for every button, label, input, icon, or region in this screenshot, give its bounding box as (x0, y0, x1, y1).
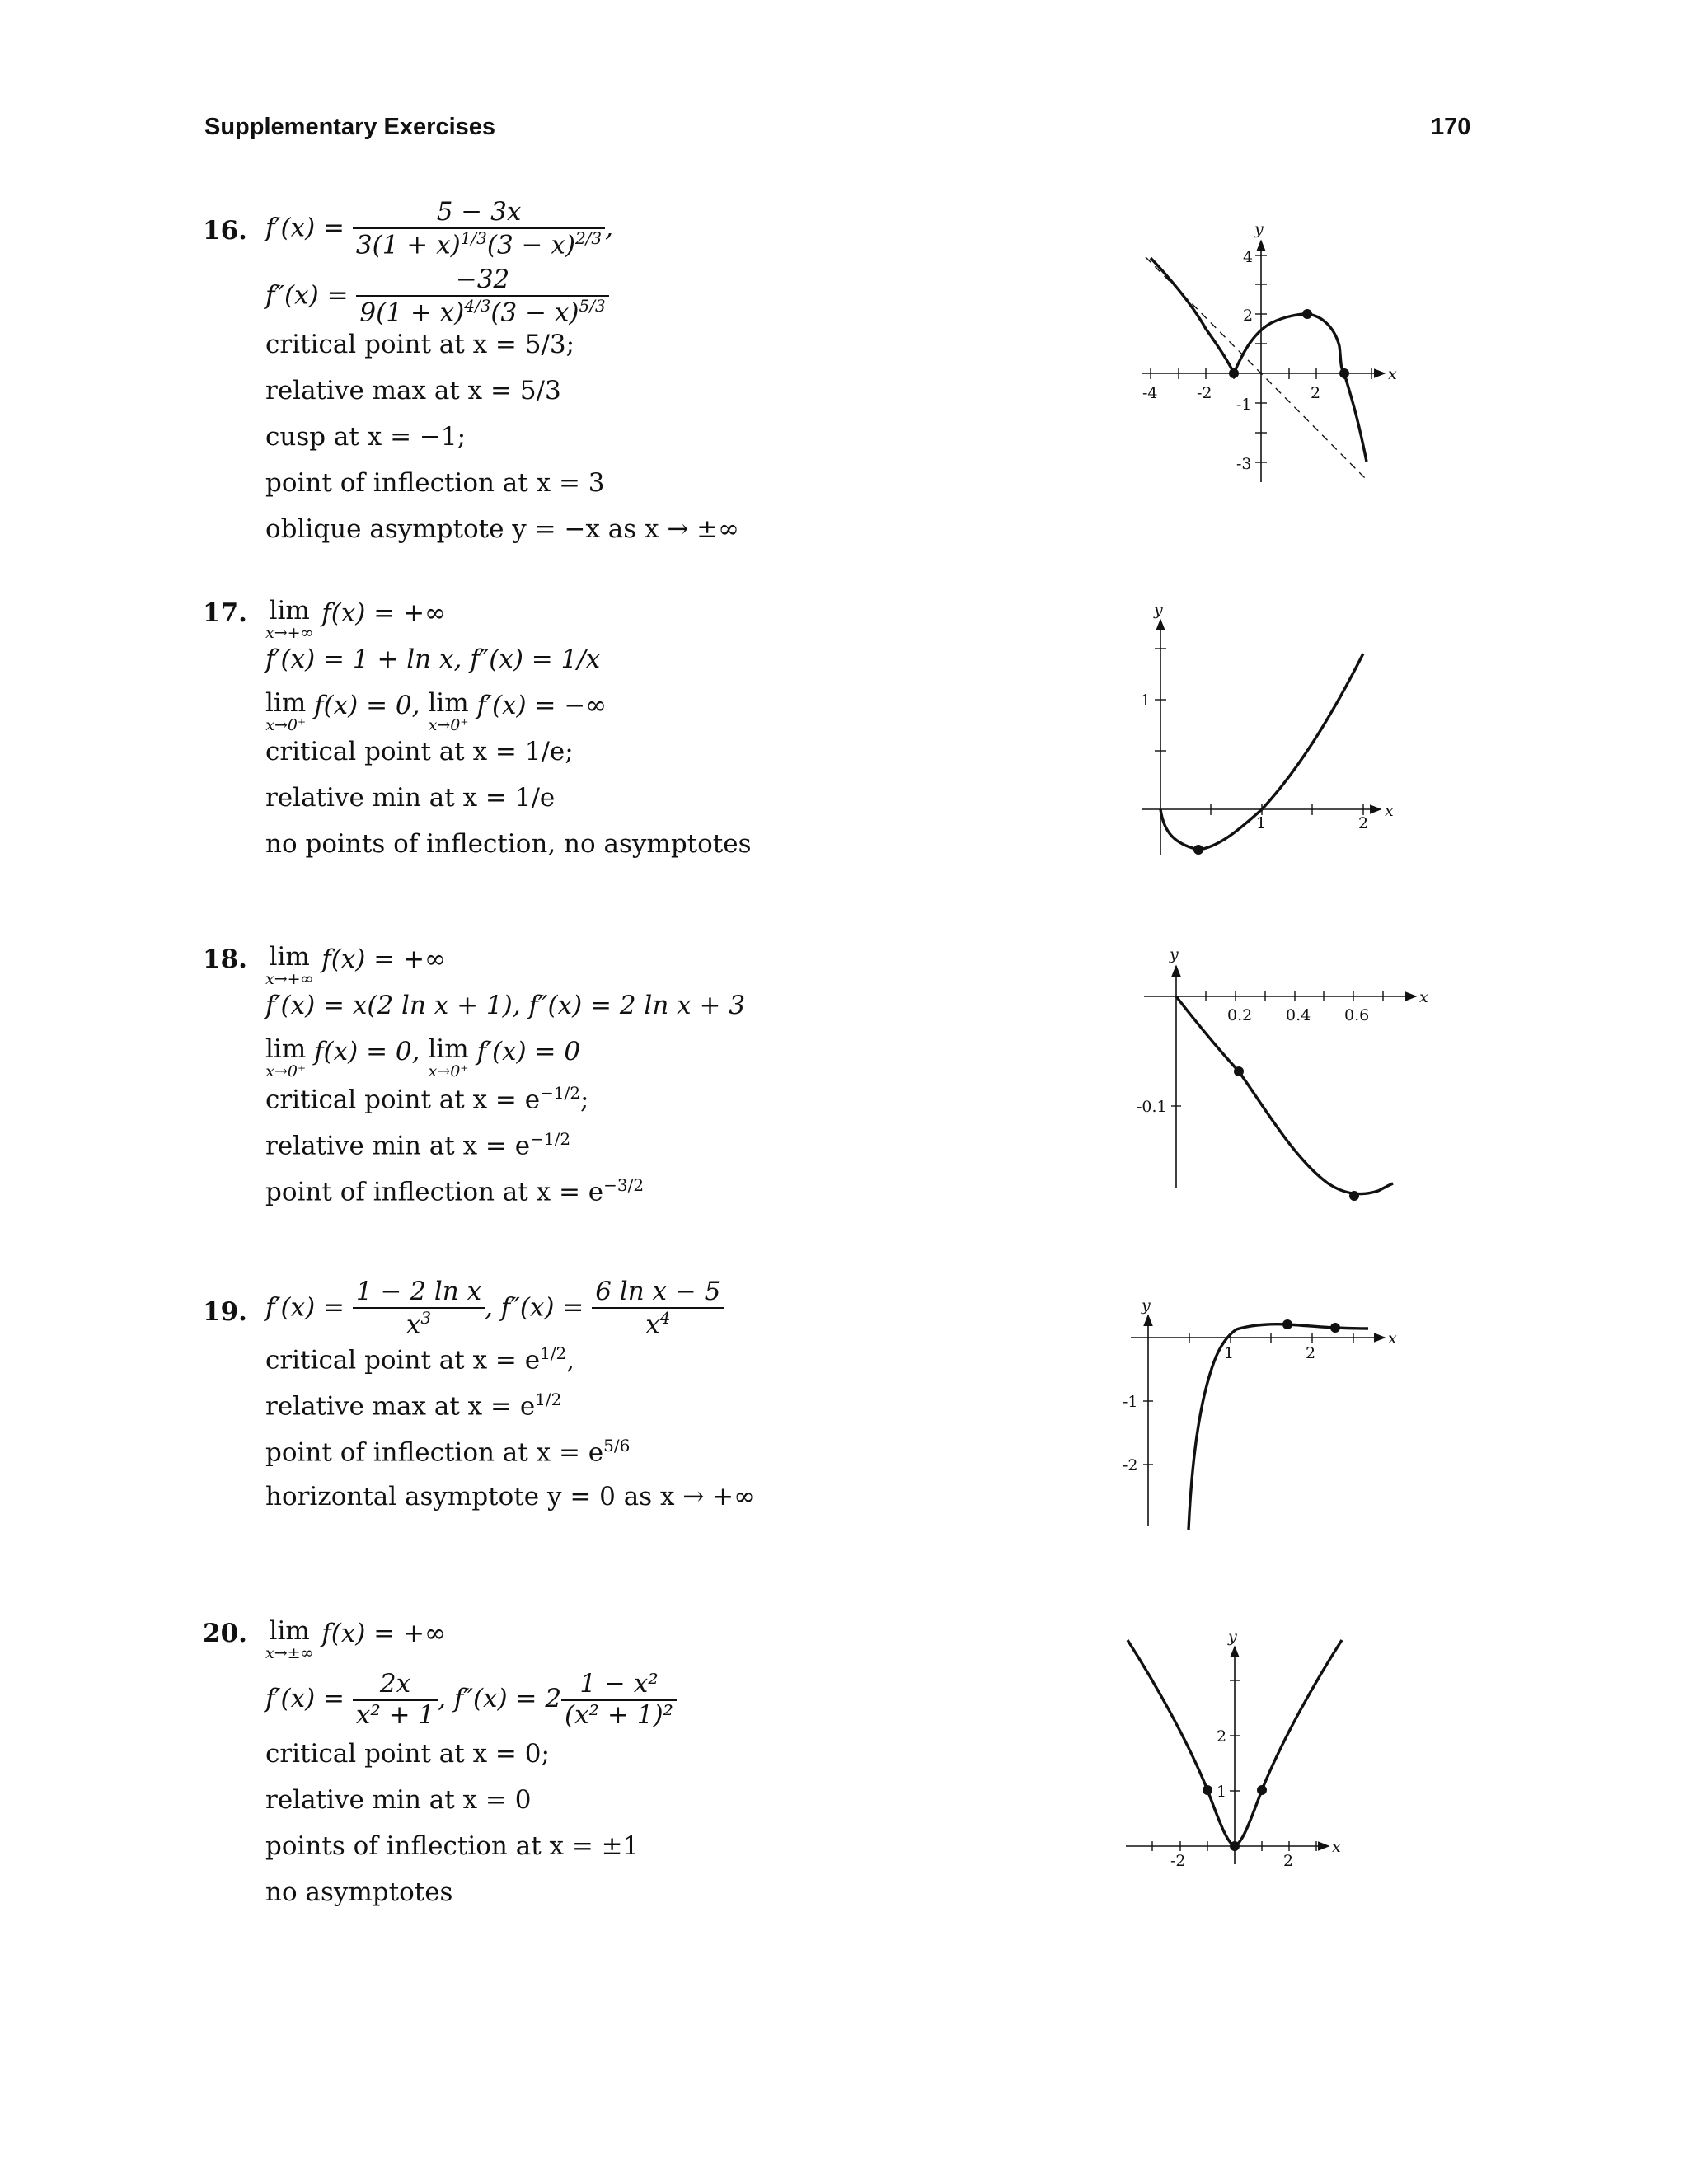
graph19-xtick: 1 (1224, 1344, 1235, 1362)
graph17-x-label: x (1385, 802, 1394, 820)
graph16-y-label: y (1254, 220, 1264, 238)
note: relative max at x = 5/3 (265, 376, 561, 405)
graph18-x-label: x (1419, 988, 1428, 1006)
note: point of inflection at $x = e^{-3/2}$ (265, 1175, 645, 1207)
graph16-xtick: -2 (1197, 384, 1212, 402)
fdoubleprime-lhs: f″(x) = (265, 280, 357, 311)
limits-at-zero: lim x→0⁺ f(x) = 0, lim x→0⁺ f′(x) = −∞ (265, 688, 607, 734)
graph16-ytick: 2 (1243, 307, 1254, 325)
fdoubleprime-numerator: −32 (455, 265, 510, 294)
fprime-fraction: $\frac{2x}{\text{x² + 1}}$ (353, 1670, 438, 1730)
graph19-y-label: y (1142, 1296, 1151, 1315)
note: no points of inflection, no asymptotes (265, 829, 752, 859)
graph-18 (1144, 966, 1416, 1201)
graph20-y-label: y (1228, 1628, 1237, 1646)
note: oblique asymptote y = −x as x → ±∞ (265, 514, 739, 544)
fprime-denominator: $3(1 + x)^{1/3}(3 - x)^{2/3}$ (353, 227, 605, 260)
graph18-xtick: 0.6 (1344, 1006, 1370, 1024)
note: point of inflection at $x = e^{5/6}$ (265, 1436, 631, 1468)
graph20-x-label: x (1332, 1838, 1341, 1856)
key-points (1234, 1066, 1359, 1201)
page-header-title: Supplementary Exercises (204, 114, 496, 140)
graph16-xtick: 2 (1311, 384, 1321, 402)
note: point of inflection at x = 3 (265, 468, 605, 498)
note: relative max at $x = e^{1/2}$ (265, 1390, 562, 1422)
exercise-number: 20. (203, 1619, 247, 1648)
graph17-xtick: 2 (1358, 814, 1369, 832)
first-derivative: f′(x) = $\frac{5 - 3x}{3(1 + x)^{1/3}(3 - x)^{2/3}}$ , (265, 197, 613, 260)
page-number: 170 (1431, 114, 1471, 140)
note: critical point at x = 1/e; (265, 737, 574, 766)
note: relative min at $x = e^{-1/2}$ (265, 1129, 571, 1161)
note: critical point at $x = e^{1/2}$, (265, 1343, 575, 1376)
graph-20 (1126, 1640, 1342, 1864)
derivatives: f′(x) = $\frac{2x}{\text{x² + 1}}$ , f″(x) = 2 $\frac{\text{1 − x²}}{\text{(x² + 1)²}}$ (265, 1670, 677, 1730)
graph18-y-label: y (1170, 945, 1179, 963)
limit-at-infinity: lim x→+∞ f(x) = +∞ (265, 942, 446, 988)
lim-operator: lim (269, 596, 310, 626)
graph19-x-label: x (1388, 1329, 1397, 1347)
graph20-xtick: 2 (1283, 1852, 1294, 1870)
graph16-xtick: -4 (1142, 384, 1158, 402)
graph17-ytick: 1 (1141, 691, 1151, 710)
note: no asymptotes (265, 1877, 453, 1907)
curve (1189, 1324, 1368, 1530)
exercise-number: 17. (203, 598, 247, 628)
fprime-numerator: 5 − 3x (436, 197, 522, 227)
axis-ticks (1143, 1333, 1353, 1465)
graph16-ytick: -3 (1236, 455, 1252, 473)
note: horizontal asymptote y = 0 as x → +∞ (265, 1482, 755, 1511)
curve (1176, 996, 1393, 1194)
graph16-x-label: x (1388, 365, 1397, 383)
note: relative min at x = 1/e (265, 783, 556, 813)
graph19-ytick: -1 (1123, 1393, 1138, 1411)
fdoubleprime-fraction: $\frac{\text{1 − x²}}{\text{(x² + 1)²}}$ (561, 1670, 677, 1730)
graph-19 (1131, 1315, 1385, 1530)
derivatives: f′(x) = $\frac{\text{1 − 2 ln x}}{x^3}$ , f″(x) = $\frac{\text{6 ln x − 5}}{x^4}$ (265, 1277, 724, 1340)
graph19-ytick: -2 (1123, 1456, 1138, 1474)
derivatives: f′(x) = 1 + ln x, f″(x) = 1/x (265, 644, 601, 674)
note: critical point at $x = e^{-1/2}$; (265, 1083, 589, 1115)
limits-at-zero: lim x→0⁺ f(x) = 0, lim x→0⁺ f′(x) = 0 (265, 1034, 581, 1080)
graph17-y-label: y (1154, 601, 1163, 619)
derivatives: f′(x) = x(2 ln x + 1), f″(x) = 2 ln x + 3 (265, 991, 746, 1020)
note: relative min at x = 0 (265, 1785, 532, 1815)
graph18-ytick: -0.1 (1137, 1098, 1167, 1116)
note: critical point at x = 5/3; (265, 330, 575, 359)
exercise-number: 18. (203, 944, 247, 974)
graph18-xtick: 0.2 (1227, 1006, 1253, 1024)
graph20-ytick: 1 (1217, 1783, 1227, 1801)
graph20-xtick: -2 (1170, 1852, 1186, 1870)
limit-expression: f(x) = +∞ (313, 598, 446, 628)
graph19-xtick: 2 (1306, 1344, 1316, 1362)
axis-ticks (1155, 649, 1363, 815)
graph18-xtick: 0.4 (1286, 1006, 1311, 1024)
graph16-ytick: -1 (1236, 396, 1252, 414)
fdoubleprime-fraction: $\frac{\text{6 ln x − 5}}{x^4}$ (592, 1277, 724, 1340)
graph16-ytick: 4 (1243, 248, 1254, 266)
graph-16 (1142, 241, 1385, 482)
key-points (1193, 845, 1203, 855)
curve (1151, 258, 1367, 462)
fdoubleprime-denominator: $9(1 + x)^{4/3}(3 - x)^{5/3}$ (356, 295, 608, 328)
note: points of inflection at x = ±1 (265, 1831, 640, 1861)
fprime-fraction: $\frac{\text{1 − 2 ln x}}{x^3}$ (353, 1277, 485, 1340)
fprime-lhs: f′(x) = (265, 213, 353, 243)
lim-subscript: x→+∞ (265, 624, 314, 642)
graph20-ytick: 2 (1217, 1727, 1227, 1746)
limit-at-infinity: lim x→±∞ f(x) = +∞ (265, 1616, 446, 1662)
note: critical point at x = 0; (265, 1739, 550, 1769)
exercise-number: 19. (203, 1297, 247, 1327)
exercise-number: 16. (203, 216, 247, 246)
graph17-xtick: 1 (1256, 814, 1267, 832)
note: cusp at x = −1; (265, 422, 467, 452)
